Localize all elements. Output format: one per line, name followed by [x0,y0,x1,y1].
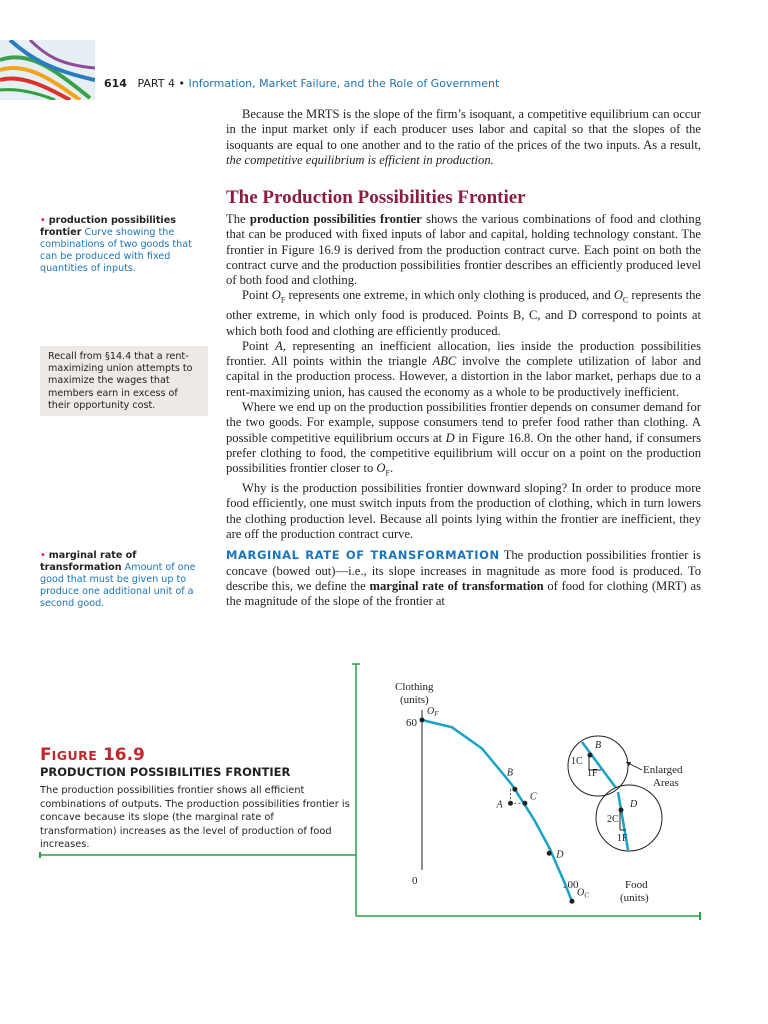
y-axis-label-line1: Clothing [395,681,434,693]
origin-label: 0 [412,875,418,887]
inset-d-rise: 2C [607,814,619,825]
inset-d-point [619,808,624,813]
intro-italic: the competitive equilibrium is efficient in production. [226,152,494,167]
paragraph-3: Point A, representing an inefficient allocation, lies inside the production possibilities frontier. All points within the triangle ABC involve the complete utilization of labor and capital in the production process. However, a distortion in the labor market, perhaps due to a rent-maximizing union, has caused the economy as a whole to be productively inefficient. [226,338,701,399]
margin-def-mrt: Amount of one good that must be given up to produce one additional unit of a second good. [40,562,196,609]
paragraph-1: The production possibilities frontier shows the various combinations of food and clothing that can be produced with fixed inputs of labor and capital, holding technology constant. The frontier in Figure 16.9 is derived from the production contract curve. Each point on both the contract curve and the production possibilities frontier describes an efficiently produced level of both food and clothing. [226,212,701,288]
enlarged-annotation-line2: Areas [653,777,679,789]
y-axis-label-line2: (units) [400,694,429,706]
margin-note-mrt: • marginal rate of transformation Amount of one good that must be given up to produce one additional unit of a second good. [40,550,196,609]
x-axis-label-line1: Food [625,879,648,891]
recall-text: Recall from §14.4 that a rent-maximizing union attempts to maximize the wages that members earn in excess of their opportunity cost. [48,351,193,411]
ppf-term: production possibilities frontier [249,212,422,226]
inset-b-rise: 1C [571,756,583,767]
intro-text: Because the MRTS is the slope of the firm’s isoquant, a competitive equilibrium can occur in the input market only if each producer uses labor and capital so that the slopes of the isoquants are equal to one another and to the ratio of the prices of the two inputs. As a result, [226,107,701,152]
margin-term-ppf: production possibilities frontier [40,215,176,238]
figure-caption: The production possibilities frontier shows all efficient combinations of outputs. The production possibilities frontier is concave because its slope (the marginal rate of transformation) increases as the level of production of food increases. [40,785,350,850]
x-axis-label-line2: (units) [620,892,649,904]
paragraph-2: Point $O_F$ represents one extreme, in which only clothing is produced, and $O_C$ represents the other extreme, in which only food is produced. Points B, C, and D correspond to points at which both food and clothing are efficiently produced. [226,288,702,338]
inset-d-run: 1F [617,833,628,844]
point-o-f [420,718,425,723]
mrt-heading: MARGINAL RATE OF TRANSFORMATION [226,548,500,563]
x-tick-100: 100 [562,879,579,891]
header-separator: • [178,77,185,90]
label-b: B [506,767,513,779]
part-label: PART 4 [137,77,175,90]
paragraph-6: MARGINAL RATE OF TRANSFORMATION The production possibilities frontier is concave (bowed out)—i.e., its slope increases in magnitude as more food is produced. To describe this, we define the marginal rate of transformation of food for clothing (MRT) as the magnitude of the slope of the frontier at [226,548,701,609]
inset-b-label: B [595,740,602,751]
y-tick-60: 60 [406,717,417,729]
paragraph-4: Where we end up on the production possibilities frontier depends on consumer demand for the two goods. For example, suppose consumers tend to prefer food rather than clothing. A possible competitive equilibrium occurs at D in Figure 16.8. On the other hand, if consumers prefer clothing to food, the competitive equilibrium will occur on a point on the production possibilities frontier closer to $O_F$. [226,400,701,478]
inset-d-circle [596,785,662,851]
page-number: 614 [104,77,127,90]
inset-d-label: D [630,799,638,810]
ppf-curve [422,720,572,901]
label-d: D [556,849,564,861]
enlarged-annotation-line1: Enlarged [643,764,683,776]
label-a: A [496,799,503,811]
mrt-term: marginal rate of transformation [369,578,544,593]
paragraph-5: Why is the production possibilities frontier downward sloping? In order to produce more food efficiently, one must switch inputs from the production of clothing, which in turn lowers the clothing production level. Because all points lying within the frontier are inefficient, they are off the production contract curve. [226,481,701,541]
section-title: The Production Possibilities Frontier [226,187,526,208]
label-c: C [529,791,537,803]
inset-b-run: 1F [587,768,598,779]
label-o-f: $O_F$ [427,706,439,718]
point-b [512,787,517,792]
figure-number: 16.9 [102,745,145,765]
point-d [547,851,552,856]
label-o-c: $O_C$ [577,887,589,900]
ppf-chart [360,670,700,910]
margin-term-mrt: marginal rate of transformation [40,550,137,573]
margin-note-ppf: • production possibilities frontier Curve showing the combinations of two goods that can be produced with fixed quantities of inputs. [40,215,192,274]
header-title: Information, Market Failure, and the Role of Government [188,77,500,90]
point-o-c [570,899,575,904]
figure-title: PRODUCTION POSSIBILITIES FRONTIER [40,765,291,779]
margin-def-ppf: Curve showing the combinations of two goods that can be produced with fixed quantities of inputs. [40,227,192,274]
inset-d [596,785,662,851]
inset-b-point [588,753,593,758]
figure-label: FIGURE 16.9 [40,745,145,765]
